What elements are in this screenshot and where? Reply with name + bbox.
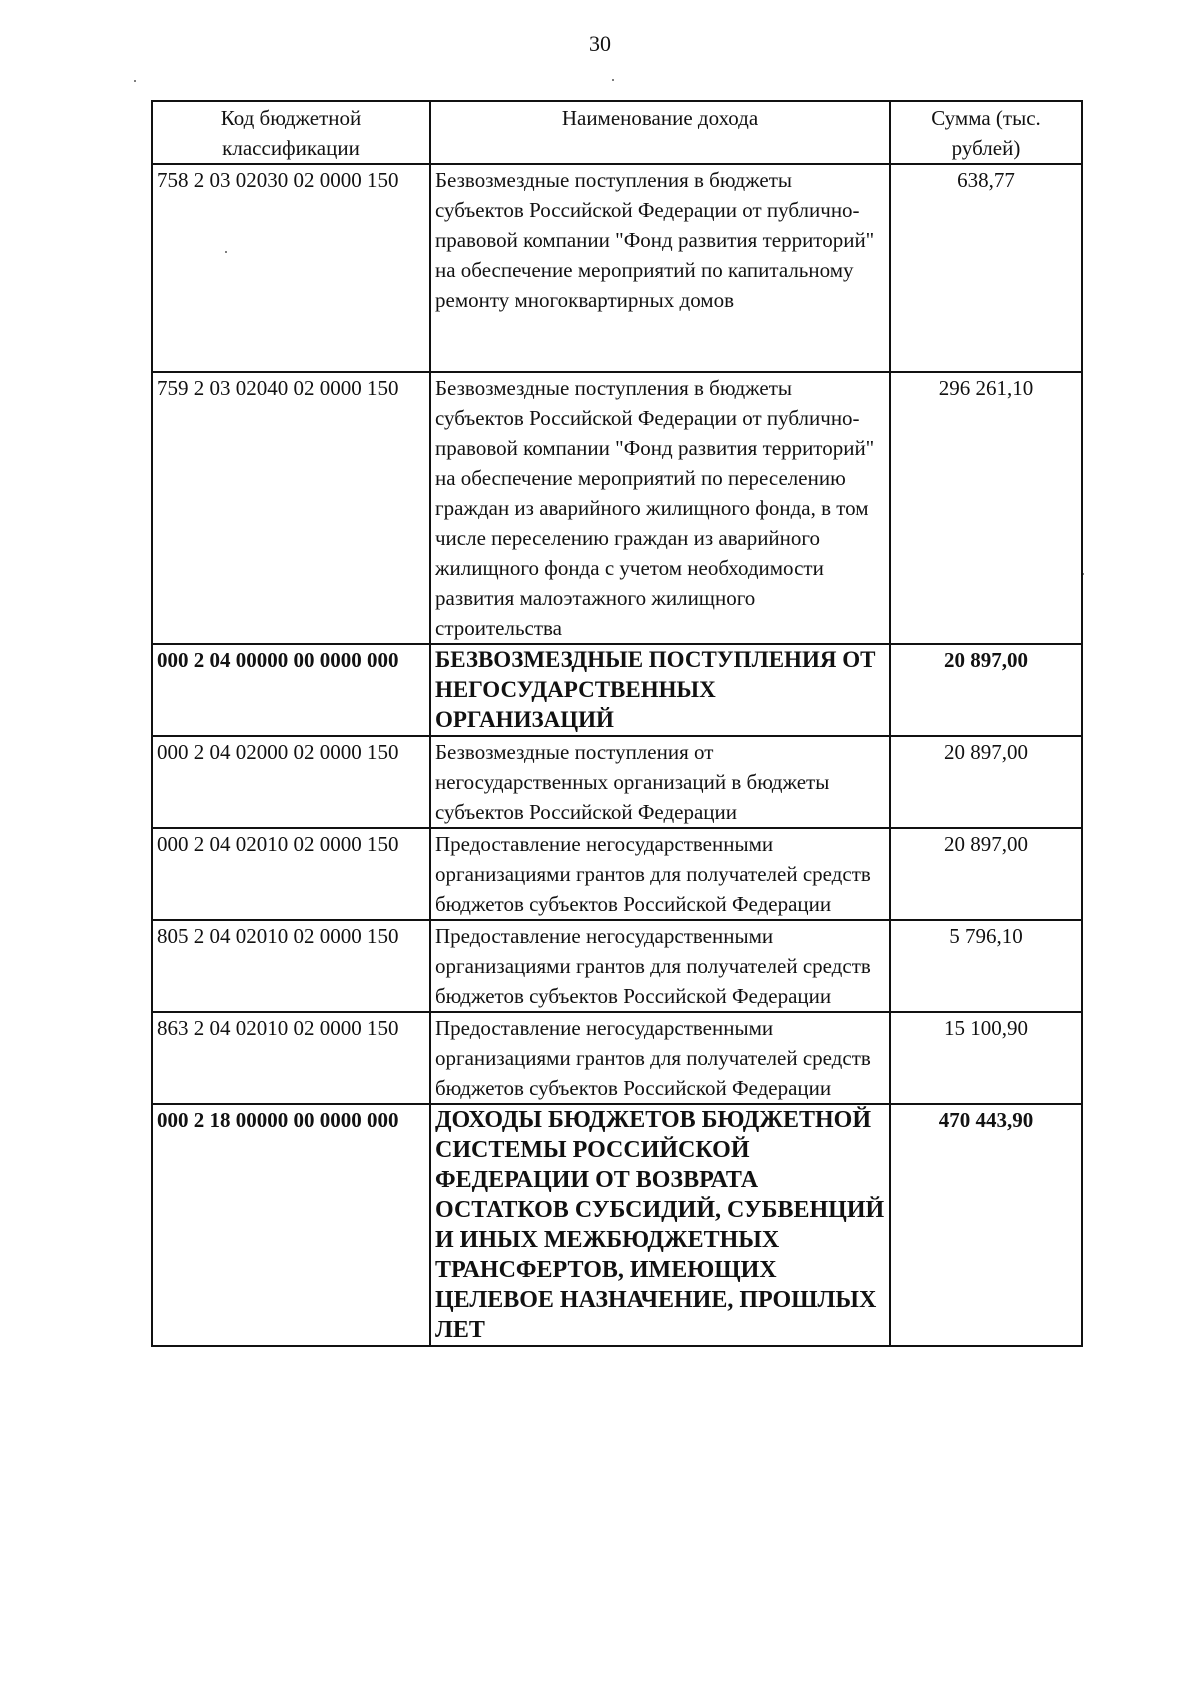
page-number: 30: [589, 31, 611, 56]
row-name: Безвозмездные поступления в бюджеты субъектов Российской Федерации от публично-правовой компании "Фонд развития территорий" на обеспечение мероприятий по переселению граждан из аварийного жилищного фонда, в том числе переселению граждан из аварийного жилищного фонда с учетом необходимости развития малоэтажного жилищного строительства: [430, 372, 890, 644]
row-name: Предоставление негосударственными организациями грантов для получателей средств бюджетов субъектов Российской Федерации: [430, 828, 890, 920]
table-row: [152, 920, 1082, 1012]
table-row: [152, 828, 1082, 920]
header-code: Код бюджетной классификации: [152, 101, 430, 164]
row-code: 000 2 18 00000 00 0000 000: [152, 1104, 430, 1346]
table-row: [152, 736, 1082, 828]
row-name: Безвозмездные поступления от негосударственных организаций в бюджеты субъектов Российской Федерации: [430, 736, 890, 828]
row-code: 000 2 04 02010 02 0000 150: [152, 828, 430, 920]
header-sum: Сумма (тыс. рублей): [890, 101, 1082, 164]
table-header-row: [152, 101, 1082, 164]
row-code: 805 2 04 02010 02 0000 150: [152, 920, 430, 1012]
row-sum: 15 100,90: [890, 1012, 1082, 1104]
row-sum: 20 897,00: [890, 736, 1082, 828]
income-table: [151, 100, 1083, 1347]
scan-speck: [612, 79, 614, 81]
table-row-section: [152, 644, 1082, 736]
row-name: Предоставление негосударственными организациями грантов для получателей средств бюджетов субъектов Российской Федерации: [430, 920, 890, 1012]
row-name: Предоставление негосударственными организациями грантов для получателей средств бюджетов субъектов Российской Федерации: [430, 1012, 890, 1104]
row-code: 758 2 03 02030 02 0000 150: [152, 164, 430, 372]
row-sum: 638,77: [890, 164, 1082, 372]
table-row-section: [152, 1104, 1082, 1346]
row-sum: 5 796,10: [890, 920, 1082, 1012]
row-sum: 20 897,00: [890, 644, 1082, 736]
header-name: Наименование дохода: [430, 101, 890, 164]
row-name: БЕЗВОЗМЕЗДНЫЕ ПОСТУПЛЕНИЯ ОТ НЕГОСУДАРСТВЕННЫХ ОРГАНИЗАЦИЙ: [430, 644, 890, 736]
row-name: Безвозмездные поступления в бюджеты субъектов Российской Федерации от публично-правовой компании "Фонд развития территорий" на обеспечение мероприятий по капитальному ремонту многоквартирных домов: [430, 164, 890, 372]
row-sum: 470 443,90: [890, 1104, 1082, 1346]
row-sum: 20 897,00: [890, 828, 1082, 920]
table-row: [152, 164, 1082, 372]
row-code: 863 2 04 02010 02 0000 150: [152, 1012, 430, 1104]
scan-speck: [134, 80, 136, 82]
table-row: [152, 372, 1082, 644]
row-code: 000 2 04 00000 00 0000 000: [152, 644, 430, 736]
row-name: ДОХОДЫ БЮДЖЕТОВ БЮДЖЕТНОЙ СИСТЕМЫ РОССИЙСКОЙ ФЕДЕРАЦИИ ОТ ВОЗВРАТА ОСТАТКОВ СУБСИДИЙ, СУБВЕНЦИЙ И ИНЫХ МЕЖБЮДЖЕТНЫХ ТРАНСФЕРТОВ, ИМЕЮЩИХ ЦЕЛЕВОЕ НАЗНАЧЕНИЕ, ПРОШЛЫХ ЛЕТ: [430, 1104, 890, 1346]
row-code: 759 2 03 02040 02 0000 150: [152, 372, 430, 644]
row-sum: 296 261,10: [890, 372, 1082, 644]
row-code: 000 2 04 02000 02 0000 150: [152, 736, 430, 828]
table-row: [152, 1012, 1082, 1104]
